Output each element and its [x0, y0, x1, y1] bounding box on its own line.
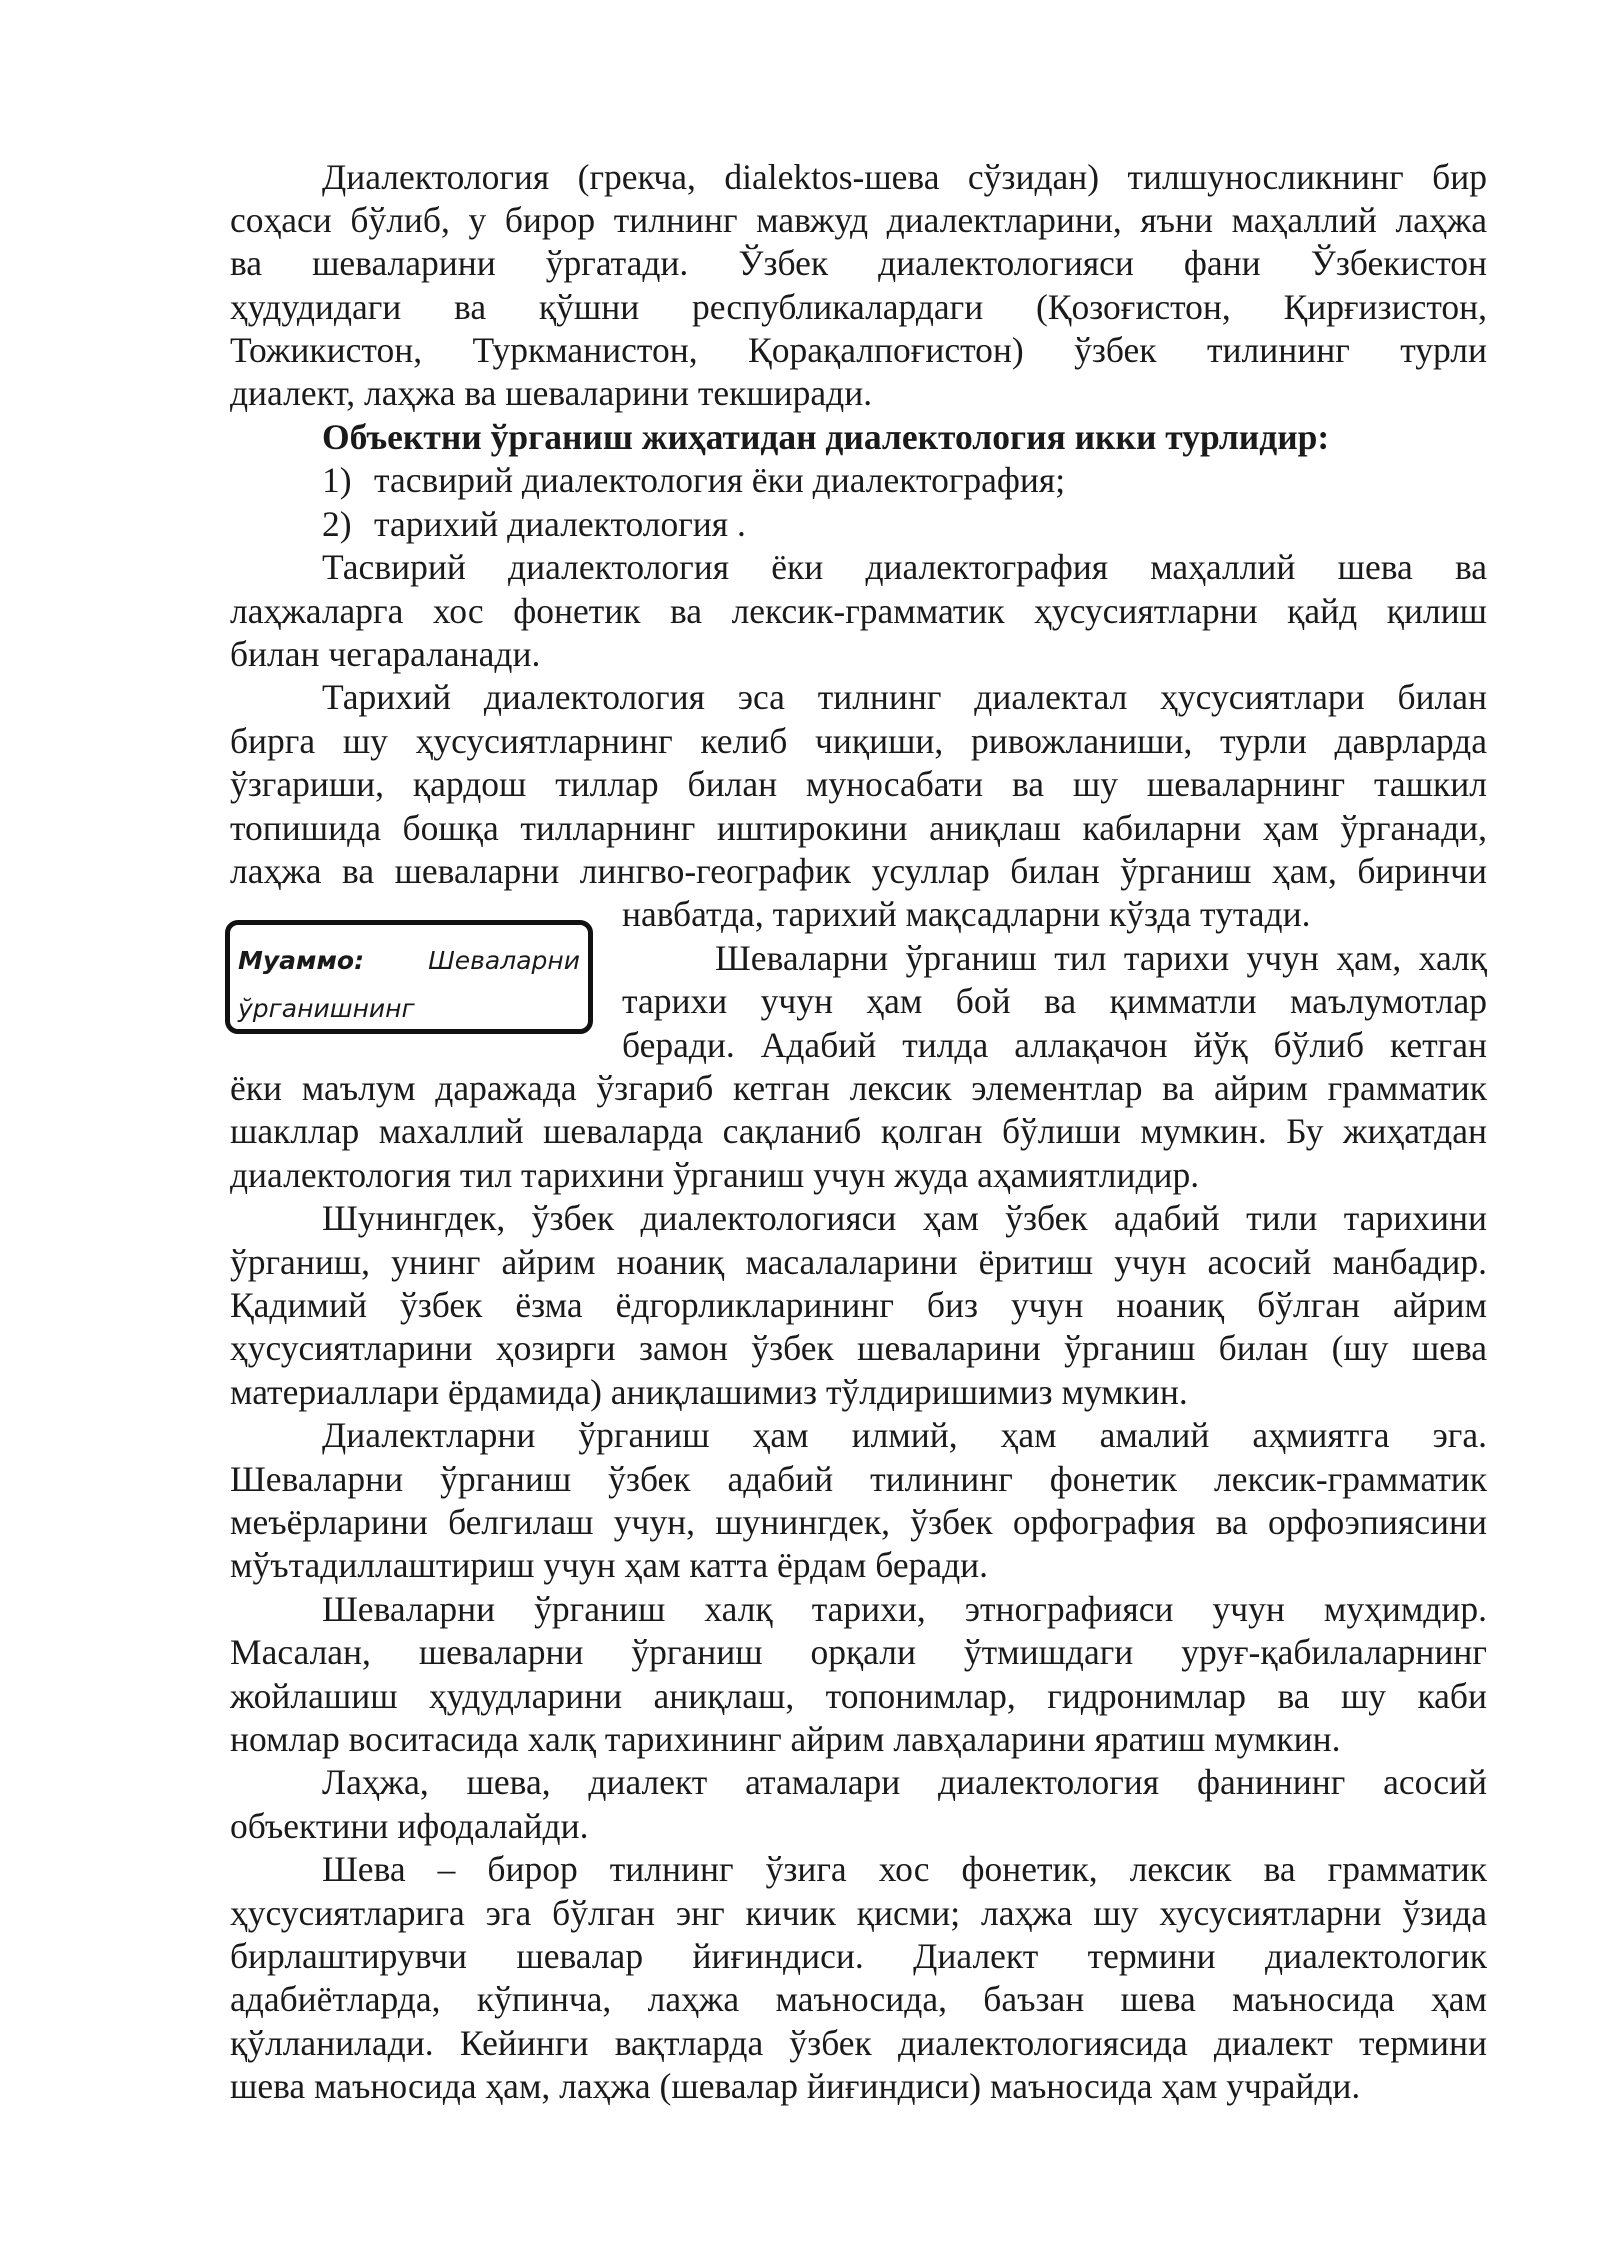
text-line: ҳудудидаги ва қўшни республикалардаги (Қозоғистон, Қирғизистон,	[230, 287, 1487, 327]
text-line: билан чегараланади.	[230, 634, 541, 674]
text-line: Тарихий диалектология эса тилнинг диалектал ҳусусиятлари билан	[322, 677, 1487, 717]
text-line: меъёрларини белгилаш учун, шунингдек, ўзбек орфография ва орфоэпиясини	[230, 1502, 1487, 1542]
text-line: Шунингдек, ўзбек диалектологияси ҳам ўзбек адабий тили тарихини	[322, 1198, 1487, 1238]
text-line: шева маъносида ҳам, лаҳжа (шевалар йиғиндиси) маъносида ҳам учрайди.	[230, 2066, 1361, 2106]
text-line: мўътадиллаштириш учун ҳам катта ёрдам беради.	[230, 1545, 989, 1585]
list-item-text: тасвирий диалектология ёки диалектография;	[374, 460, 1066, 500]
callout-box	[225, 920, 593, 1034]
text-line: объектини ифодалайди.	[230, 1806, 589, 1846]
text-line: лаҳжаларга хос фонетик ва лексик-грамматик ҳусусиятларни қайд қилиш	[230, 591, 1487, 631]
text-line: Диалектология (грекча, dialektos-шева сўзидан) тилшуносликнинг бир	[322, 157, 1487, 197]
text-line: шакллар махаллий шеваларда сақланиб қолган бўлиши мумкин. Бу жиҳатдан	[230, 1111, 1487, 1151]
list-number: 1)	[322, 460, 352, 500]
text-line: диалект, лаҳжа ва шеваларини текширади.	[230, 373, 873, 413]
text-line: ҳусусиятларига эга бўлган энг кичик қисми; лаҳжа шу хусусиятларни ўзида	[230, 1893, 1487, 1933]
text-line: Тожикистон, Туркманистон, Қорақалпоғистон) ўзбек тилининг турли	[230, 330, 1487, 370]
text-line: адабиётларда, кўпинча, лаҳжа маъносида, баъзан шева маъносида ҳам	[230, 1979, 1487, 2019]
text-line: навбатда, тарихий мақсадларни кўзда тутади.	[622, 894, 1311, 934]
list-item	[322, 458, 1322, 502]
text-line: бирлаштирувчи шевалар йиғиндиси. Диалект термини диалектологик	[230, 1936, 1487, 1976]
callout-row	[238, 937, 580, 985]
text-line: Диалектларни ўрганиш ҳам илмий, ҳам амалий аҳмиятга эга.	[322, 1415, 1487, 1455]
callout-label: Муаммо:	[238, 946, 365, 975]
text-line: лаҳжа ва шеваларни лингво-географик усуллар билан ўрганиш ҳам, биринчи	[230, 851, 1487, 891]
text-line: топишида бошқа тилларнинг иштирокини аниқлаш кабиларни ҳам ўрганади,	[230, 808, 1487, 848]
list-number: 2)	[322, 504, 352, 544]
text-line: беради. Адабий тилда аллақачон йўқ бўлиб кетган	[622, 1025, 1487, 1065]
text-line: Шеваларни ўрганиш ўзбек адабий тилининг фонетик лексик-грамматик	[230, 1459, 1487, 1499]
text-line: ва шеваларини ўргатади. Ўзбек диалектологияси фани Ўзбекистон	[230, 243, 1487, 283]
text-line: Шеваларни ўрганиш халқ тарихи, этнографияси учун муҳимдир.	[322, 1589, 1487, 1629]
text-line: Қадимий ўзбек ёзма ёдгорликларининг биз учун ноаниқ бўлган айрим	[230, 1285, 1487, 1325]
text-line: номлар воситасида халқ тарихининг айрим лавҳаларини яратиш мумкин.	[230, 1719, 1341, 1759]
text-line: Масалан, шеваларни ўрганиш орқали ўтмишдаги уруғ-қабилаларнинг	[230, 1632, 1487, 1672]
text-line: қўлланилади. Кейинги вақтларда ўзбек диалектологиясида диалект термини	[230, 2023, 1487, 2063]
text-line: диалектология тил тарихини ўрганиш учун жуда аҳамиятлидир.	[230, 1155, 1200, 1195]
text-line: Лаҳжа, шева, диалект атамалари диалектология фанининг асосий	[322, 1762, 1487, 1802]
list-item-text: тарихий диалектология .	[374, 504, 746, 544]
callout-text: ўрганишнинг	[238, 994, 415, 1023]
text-line: ҳусусиятларини ҳозирги замон ўзбек шеваларини ўрганиш билан (шу шева	[230, 1328, 1487, 1368]
text-line: ёки маълум даражада ўзгариб кетган лексик элементлар ва айрим грамматик	[230, 1068, 1487, 1108]
callout-text: Шеваларни	[428, 946, 580, 975]
text-line: ўзгариши, қардош тиллар билан муносабати ва шу шеваларнинг ташкил	[230, 764, 1487, 804]
section-heading: Объектни ўрганиш жиҳатидан диалектология икки турлидир:	[322, 417, 1330, 457]
text-line: материаллари ёрдамида) аниқлашимиз тўлдиришимиз мумкин.	[230, 1372, 1188, 1412]
text-line: бирга шу ҳусусиятларнинг келиб чиқиши, ривожланиши, турли даврларда	[230, 721, 1487, 761]
text-line: соҳаси бўлиб, у бирор тилнинг мавжуд диалектларини, яъни маҳаллий лаҳжа	[230, 200, 1487, 240]
text-line: жойлашиш ҳудудларини аниқлаш, топонимлар, гидронимлар ва шу каби	[230, 1676, 1487, 1716]
text-line: Тасвирий диалектология ёки диалектография маҳаллий шева ва	[322, 547, 1487, 587]
text-line: Шеваларни ўрганиш тил тарихи учун ҳам, халқ	[715, 938, 1487, 978]
list-item	[322, 502, 1322, 546]
text-line: Шева – бирор тилнинг ўзига хос фонетик, лексик ва грамматик	[322, 1849, 1487, 1889]
text-line: ўрганиш, унинг айрим ноаниқ масалаларини ёритиш учун асосий манбадир.	[230, 1242, 1487, 1282]
text-line: тарихи учун ҳам бой ва қимматли маълумотлар	[622, 981, 1487, 1021]
